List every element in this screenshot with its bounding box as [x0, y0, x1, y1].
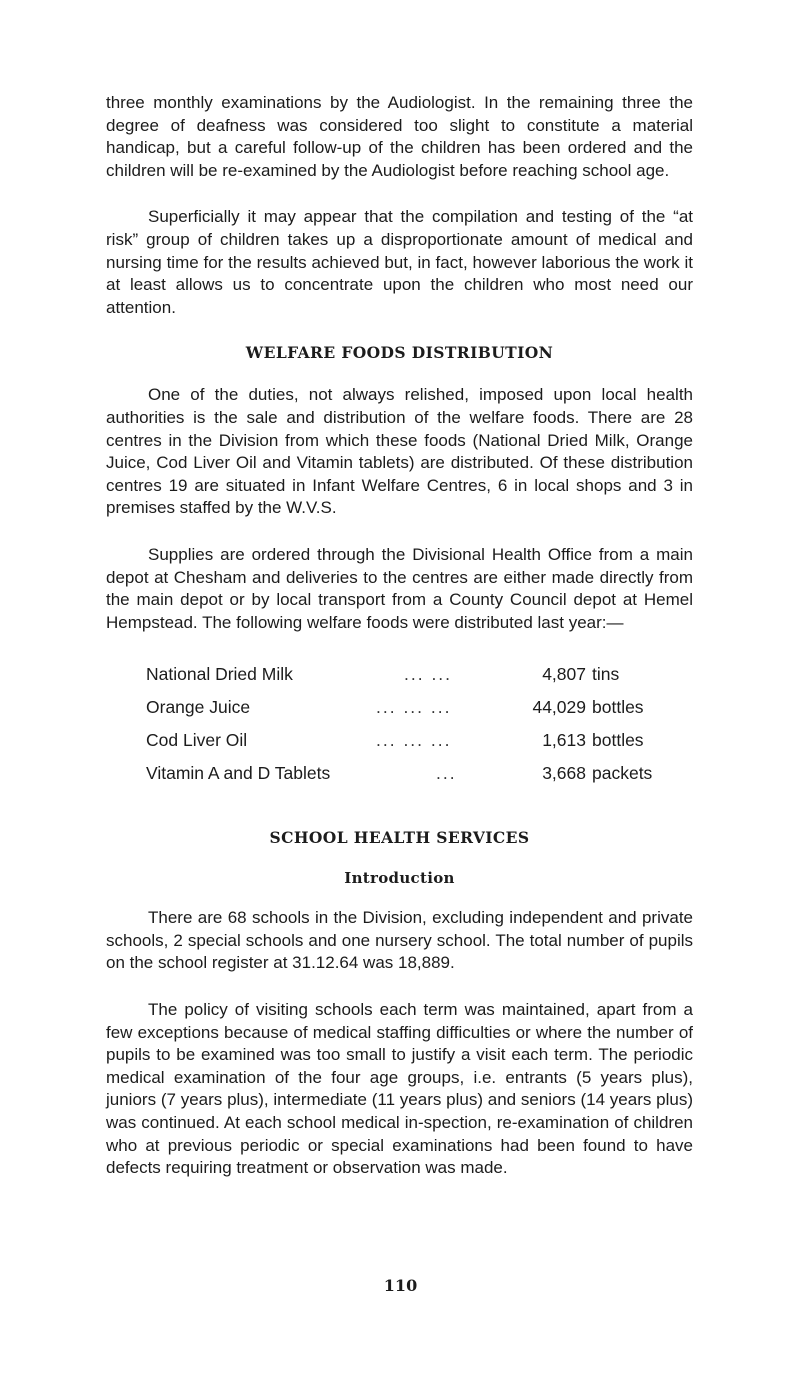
paragraph-school-count: There are 68 schools in the Division, excluding independent and private schools, 2 special schools and one nursery school. The total number of pupils on the school register at 31.12.64 was 18,889.: [106, 908, 693, 973]
food-item: National Dried Milk: [146, 664, 293, 685]
food-unit: bottles: [592, 697, 644, 718]
table-row: [106, 724, 652, 757]
food-unit: bottles: [592, 730, 644, 751]
food-quantity: 3,668: [542, 763, 586, 784]
paragraph-visiting-policy: The policy of visiting schools each term was maintained, apart from a few exceptions because of medical staffing difficulties or where the number of pupils to be examined was too small to justify a visit each term. The periodic medical examination of the four age groups, i.e. entrants (5 years plus), juniors (7 years plus), intermediate (11 years plus) and seniors (14 years plus) was continued. At each school medical in-spection, re-examination of children who at previous periodic or special examinations had been found to have defects requiring treatment or observation was made.: [106, 1000, 693, 1178]
heading-school-health: SCHOOL HEALTH SERVICES: [269, 828, 530, 848]
leader-dots: ... ... ...: [376, 697, 452, 718]
paragraph-at-risk-group: Superficially it may appear that the compilation and testing of the “at risk” group of children takes up a disproportionate amount of medical and nursing time for the results achieved but, in fact, however laborious the work it at least allows us to concentrate upon the children who most need our attention.: [106, 207, 693, 317]
food-unit: tins: [592, 664, 620, 685]
food-quantity: 4,807: [542, 664, 586, 685]
paragraph-welfare-supplies: Supplies are ordered through the Divisional Health Office from a main depot at Chesham and deliveries to the centres are either made directly from the main depot or by local transport from a County Council depot at Hemel Hempstead. The following welfare foods were distributed last year:—: [106, 544, 693, 632]
leader-dots: ... ... ...: [376, 730, 452, 751]
food-item: Cod Liver Oil: [146, 730, 248, 751]
table-row: [106, 691, 652, 724]
food-item: Orange Juice: [146, 697, 251, 718]
welfare-foods-table: [106, 658, 652, 790]
leader-dots: ...: [436, 763, 457, 784]
food-quantity: 44,029: [532, 697, 586, 718]
paragraph-deafness-followup: three monthly examinations by the Audiologist. In the remaining three the degree of deafness was considered too slight to constitute a material handicap, but a careful follow-up of the children has been ordered and the children will be re-examined by the Audiologist before reaching school age.: [106, 93, 693, 180]
food-item: Vitamin A and D Tablets: [146, 763, 331, 784]
leader-dots: ... ...: [404, 664, 453, 685]
subheading-introduction: Introduction: [344, 869, 455, 888]
paragraph-welfare-duties: One of the duties, not always relished, imposed upon local health authorities is the sale and distribution of the welfare foods. There are 28 centres in the Division from which these foods (National Dried Milk, Orange Juice, Cod Liver Oil and Vitamin tablets) are distributed. Of these distribution centres 19 are situated in Infant Welfare Centres, 6 in local shops and 3 in premises staffed by the W.V.S.: [106, 385, 693, 518]
food-quantity: 1,613: [542, 730, 586, 751]
food-unit: packets: [592, 763, 653, 784]
heading-welfare-foods: WELFARE FOODS DISTRIBUTION: [245, 343, 554, 363]
table-row: [106, 757, 652, 790]
table-row: [106, 658, 652, 691]
page-number: 110: [383, 1276, 418, 1295]
